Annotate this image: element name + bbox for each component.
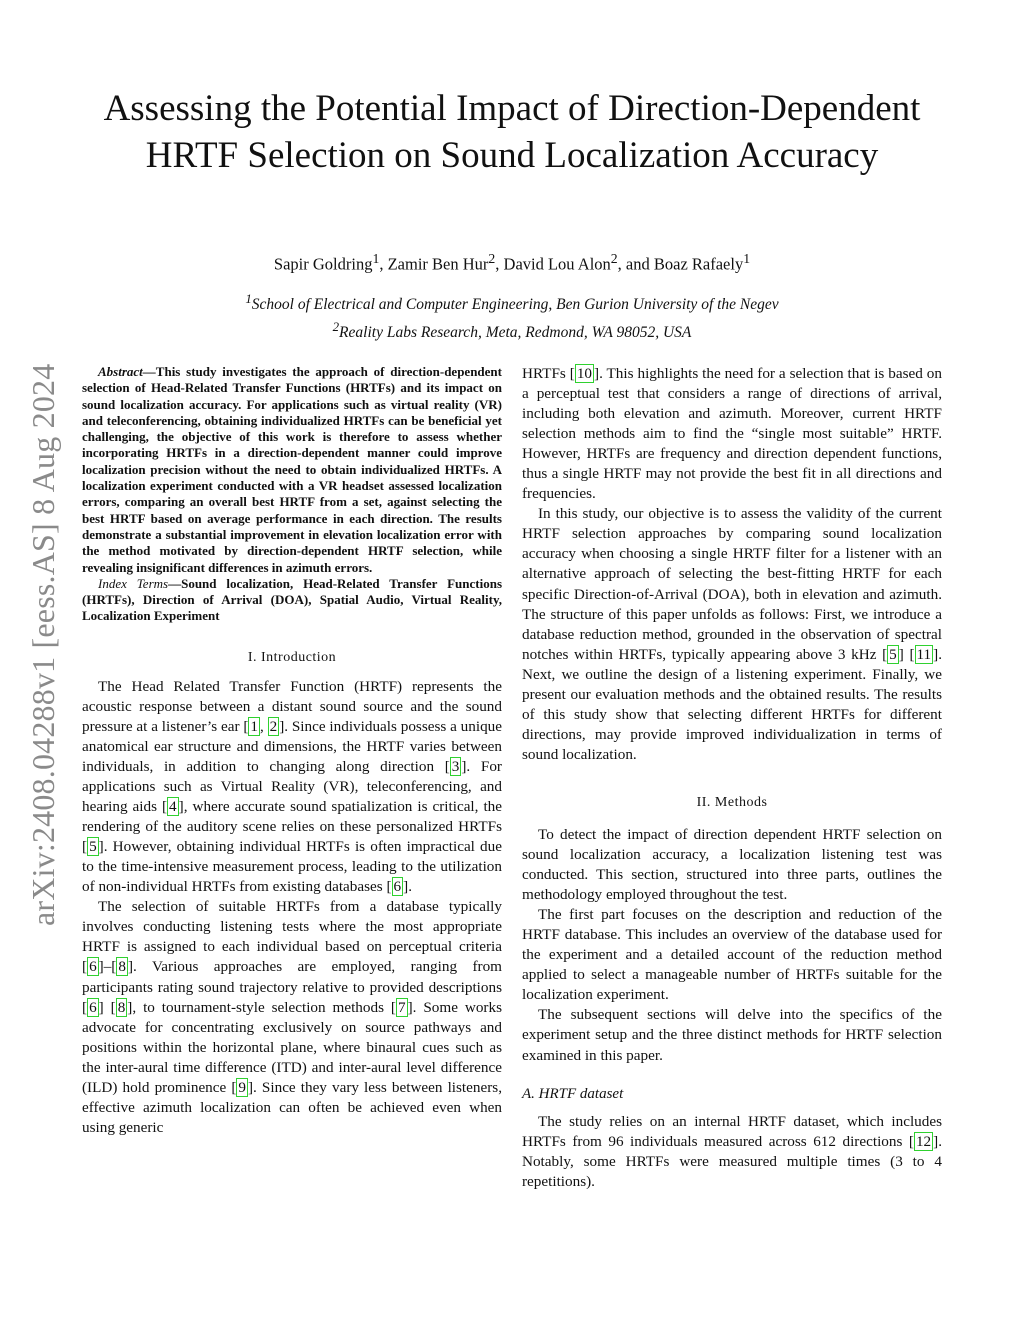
methods-paragraph-3: The subsequent sections will delve into the specifics of the experiment setup and the three distinct methods for HRTF selection examined in this paper. <box>522 1006 942 1064</box>
affiliation-number: 2 <box>332 319 340 335</box>
section-heading-methods: II. Methods <box>696 794 768 810</box>
citation-link[interactable]: 12 <box>915 1132 932 1150</box>
intro-paragraph-2: The selection of suitable HRTFs from a database typically involves conducting listening tests where the most appropriate HRTF is assigned to each individual based on perceptual criteria [ 6 ]–[ 8 ]. Various approaches are employed, ranging from participants rating sound trajectory relative to provided descriptions [ 6 ] [ 8 ], to tournament-style selection methods [ 7 ]. Some works advocate for concentrating exclusively on source pathways and positions within the horizontal plane, where binaural cues such as the inter-aural time difference (ITD) and inter-aural level difference (ILD) hold prominence [ 9 ]. Since they vary less between listeners, effective azimuth localization can often be achieved even when using generic <box>82 898 502 1136</box>
citation-link[interactable]: 3 <box>451 757 460 775</box>
abstract-text: This study investigates the approach of direction-dependent selection of Head-Related Transfer Functions (HRTFs) and its impact on sound localization accuracy. For applications such as virtual reality (VR) and teleconferencing, obtaining individualized HRTFs can be beneficial yet challenging, the objective of this work is therefore to assess whether incorporating HRTFs in a direction-dependent manner could improve localization precision without the need to obtain individualized HRTFs. A localization experiment conducted with a VR headset assessed localization errors, comparing an overall best HRTF from a set, against selecting the best HRTF based on average performance in each direction. The results demonstrate a substantial improvement in elevation localization error with the method motivated by direction-dependent HRTF selection, while revealing insignificant differences in azimuth errors. <box>82 364 502 575</box>
citation-link[interactable]: 4 <box>169 798 177 816</box>
citation-link[interactable]: 7 <box>397 998 406 1016</box>
citation-link[interactable]: 11 <box>916 645 932 663</box>
author-name: Boaz Rafaely <box>653 254 744 274</box>
citation-link[interactable]: 6 <box>89 958 97 976</box>
index-terms-text: —Sound localization, Head-Related Transfer Functions (HRTFs), Direction of Arrival (DOA), Spatial Audio, Virtual Reality, Localization Experiment <box>82 575 503 624</box>
author-affiliation-mark: 2 <box>610 251 618 266</box>
citation-link[interactable]: 8 <box>118 958 126 976</box>
arxiv-identifier: arXiv:2408.04288v1 [eess.AS] 8 Aug 2024 <box>25 363 61 927</box>
index-terms <box>82 576 502 625</box>
right-paragraph-2: In this study, our objective is to assess the validity of the current HRTF selection approaches by comparing sound localization accuracy when choosing a single HRTF filter for a listener with an alternative approach of selecting the best-fitting HRTF for each specific Direction-of-Arrival (DOA), both in elevation and azimuth. The structure of this paper unfolds as follows: First, we introduce a database reduction method, grounded in the observation of spectral notches within HRTFs, typically appearing above 3 kHz [ 5 ] [ 11 ]. Next, we outline the design of a listening experiment. Finally, we present our evaluation methods and the obtained results. The results of this study show that selecting different HRTFs for different directions, may provide improved individualization in terms of sound localization. <box>522 505 942 763</box>
author-affiliation-mark: 1 <box>372 251 380 266</box>
subsection-heading-hrtf-dataset: A. HRTF dataset <box>522 1085 624 1102</box>
methods-paragraph-2: The first part focuses on the description and reduction of the HRTF database. This includes an overview of the database used for the experiment and a detailed account of the reduction method applied to select a manageable number of HRTFs suitable for the localization experiment. <box>522 906 942 1004</box>
citation-link[interactable]: 5 <box>889 645 897 663</box>
index-terms-label: Index Terms <box>98 575 169 591</box>
author-name: David Lou Alon <box>503 254 611 274</box>
citation-link[interactable]: 9 <box>238 1078 246 1096</box>
author-list: Sapir Goldring$^1$, Zamir Ben Hur$^2$, David Lou Alon$^2$, and Boaz Rafaely$^1$ <box>273 251 751 274</box>
paper-title: Assessing the Potential Impact of Direction-Dependent HRTF Selection on Sound Localization Accuracy <box>103 88 921 176</box>
author-name: Zamir Ben Hur <box>387 254 489 274</box>
dataset-paragraph-1: The study relies on an internal HRTF dataset, which includes HRTFs from 96 individuals measured across 612 directions [ 12 ]. Notably, some HRTFs were measured multiple times (3 to 4 repetitions). <box>522 1112 942 1190</box>
abstract <box>82 364 502 576</box>
author-name: Sapir Goldring <box>273 254 373 274</box>
affiliation-text: Reality Labs Research, Meta, Redmond, WA 98052, USA <box>339 324 692 342</box>
right-column <box>522 364 942 1192</box>
affiliations <box>0 288 1024 344</box>
intro-paragraph-1: The Head Related Transfer Function (HRTF) represents the acoustic response between a distant sound source and the sound pressure at a listener’s ear [ 1 , 2 ]. Since individuals possess a unique anatomical ear structure and dimensions, the HRTF varies between individuals, in addition to changing along direction [ 3 ]. For applications such as Virtual Reality (VR), teleconferencing, and hearing aids [ 4 ], where accurate sound spatialization is critical, the rendering of the auditory scene relies on these personalized HRTFs [ 5 ]. However, obtaining individual HRTFs is often impractical due to the time-intensive measurement process, leading to the utilization of non-individual HRTFs from existing databases [ 6 ]. <box>82 677 502 896</box>
methods-paragraph-1: To detect the impact of direction dependent HRTF selection on sound localization accuracy, a localization listening test was conducted. This section, structured into three parts, outlines the methodology employed throughout the test. <box>522 825 942 904</box>
citation-link[interactable]: 5 <box>89 838 97 856</box>
left-column <box>82 364 502 1138</box>
abstract-label: Abstract— <box>98 364 156 379</box>
right-paragraph-1: HRTFs [ 10 ]. This highlights the need for a selection that is based on a perceptual test that considers a range of directions of arrival, including both elevation and azimuth. Moreover, current HRTF selection methods aim to find the “single most suitable” HRTF. However, HRTFs are frequency and direction dependent functions, thus a single HRTF may not provide the best fit in all directions and frequencies. <box>522 365 942 503</box>
affiliation-line <box>0 316 1024 344</box>
affiliation-text: School of Electrical and Computer Engineering, Ben Gurion University of the Negev <box>251 296 779 314</box>
author-affiliation-mark: 1 <box>743 251 751 266</box>
citation-link[interactable]: 1 <box>250 717 258 735</box>
citation-link[interactable]: 6 <box>89 998 97 1016</box>
section-heading-introduction: I. Introduction <box>247 649 337 665</box>
citation-link[interactable]: 10 <box>576 365 593 382</box>
affiliation-line <box>0 288 1024 316</box>
citation-link[interactable]: 6 <box>393 878 402 896</box>
citation-link[interactable]: 2 <box>269 717 278 735</box>
affiliation-number: 1 <box>245 291 252 306</box>
citation-link[interactable]: 8 <box>117 998 126 1016</box>
author-affiliation-mark: 2 <box>488 251 496 266</box>
